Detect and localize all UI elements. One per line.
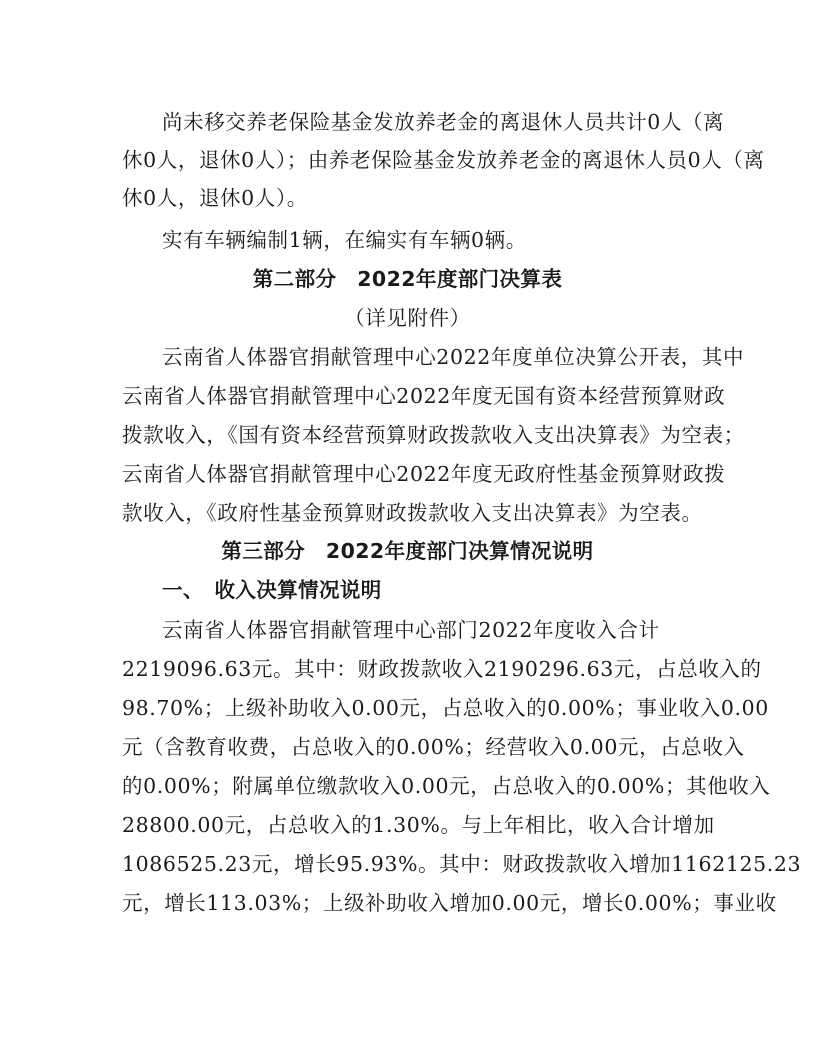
paragraph-income-line-2: 2219096.63元。其中：财政拨款收入2190296.63元，占总收入的 bbox=[122, 657, 762, 681]
paragraph-income-line-5: 的0.00%；附属单位缴款收入0.00元，占总收入的0.00%；其他收入 bbox=[122, 774, 771, 798]
paragraph-retirees-line-3: 休0人，退休0人）。 bbox=[122, 186, 308, 210]
paragraph-income-line-8: 元，增长113.03%；上级补助收入增加0.00元，增长0.00%；事业收 bbox=[122, 891, 777, 915]
part3-heading: 第三部分 2022年度部门决算情况说明 bbox=[221, 539, 594, 563]
paragraph-income-line-6: 28800.00元，占总收入的1.30%。与上年相比，收入合计增加 bbox=[122, 813, 715, 837]
paragraph-tables-line-3: 拨款收入，《国有资本经营预算财政拨款收入支出决算表》为空表； bbox=[122, 423, 745, 447]
part2-note: （详见附件） bbox=[344, 306, 471, 330]
paragraph-retirees-line-2: 休0人，退休0人）；由养老保险基金发放养老金的离退休人员0人（离 bbox=[122, 148, 765, 172]
paragraph-income-line-4: 元（含教育收费，占总收入的0.00%；经营收入0.00元，占总收入 bbox=[122, 735, 745, 759]
paragraph-tables-line-5: 款收入，《政府性基金预算财政拨款收入支出决算表》为空表。 bbox=[122, 501, 703, 525]
paragraph-retirees-line-1: 尚未移交养老保险基金发放养老金的离退休人员共计0人（离 bbox=[162, 110, 725, 134]
paragraph-vehicles: 实有车辆编制1辆，在编实有车辆0辆。 bbox=[162, 228, 527, 252]
part2-heading: 第二部分 2022年度部门决算表 bbox=[252, 267, 563, 291]
section1-heading: 一、 收入决算情况说明 bbox=[162, 578, 382, 602]
paragraph-income-line-7: 1086525.23元，增长95.93%。其中：财政拨款收入增加1162125.23 bbox=[122, 852, 802, 876]
paragraph-tables-line-1: 云南省人体器官捐献管理中心2022年度单位决算公开表，其中 bbox=[162, 345, 745, 369]
paragraph-tables-line-2: 云南省人体器官捐献管理中心2022年度无国有资本经营预算财政 bbox=[122, 384, 726, 408]
paragraph-tables-line-4: 云南省人体器官捐献管理中心2022年度无政府性基金预算财政拨 bbox=[122, 462, 726, 486]
paragraph-income-line-3: 98.70%；上级补助收入0.00元，占总收入的0.00%；事业收入0.00 bbox=[122, 696, 769, 720]
paragraph-income-line-1: 云南省人体器官捐献管理中心部门2022年度收入合计 bbox=[162, 618, 660, 642]
